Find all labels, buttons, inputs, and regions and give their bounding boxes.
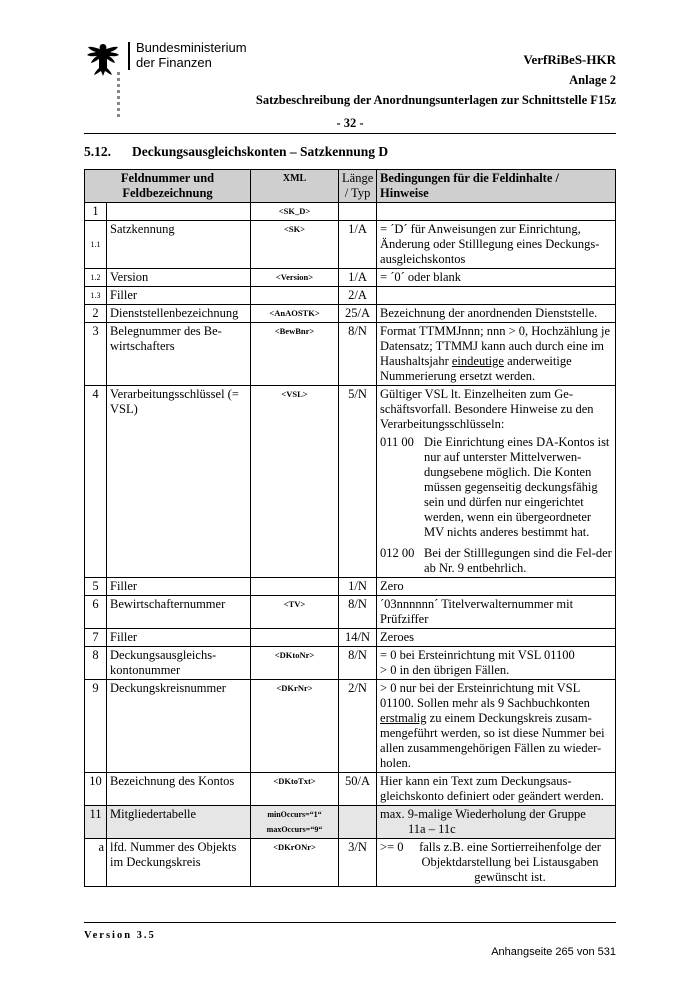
table-row: 5 Filler 1/N Zero [85, 578, 616, 596]
table-row: 9 Deckungskreisnummer <DKrNr> 2/N > 0 nur bei der Ersteinrichtung mit VSL 01100. Sollen mehr als 9 Sachbuchkonten erstmalig zu einem Deckungskreis zusam-mengeführt werden, so ist diese Nummer bei allen zusammengehörigen Fällen zu wieder-holen. [85, 680, 616, 773]
table-row: 3 Belegnummer des Be-wirtschafters <BewBnr> 8/N Format TTMMJnnn; nnn > 0, Hochzählung je Datensatz; TTMMJ kann auch durch eine im Haushaltsjahr eindeutige anderweitige Nummerierung ersetzt werden. [85, 323, 616, 386]
header-rule [84, 133, 616, 134]
table-row: 1.2 Version <Version> 1/A = ´0´ oder blank [85, 269, 616, 287]
footer-rule [84, 922, 616, 923]
table-row: 1 <SK_D> [85, 203, 616, 221]
header-length: Länge / Typ [339, 170, 377, 203]
ministry-logo [84, 40, 247, 80]
header-field: Feldnummer und Feldbezeichnung [85, 170, 251, 203]
section-heading [84, 144, 388, 160]
ministry-name-line1: Bundesministerium [136, 40, 247, 55]
table-row: 4 Verarbeitungsschlüssel (= VSL) <VSL> 5/N Gültiger VSL lt. Einzelheiten zum Ge-schäftsvorfall. Besondere Hinweise zu den Verarbeitungsschlüsseln: 011 00 Die Einrichtung eines DA-Kontos ist nur auf unterster Mittelverwen-dungsebene möglich. Die Konten müssen gegenseitig deckungsfähig sein und dürfen nur eingerichtet werden, wenn ein übergeordneter MV nichts anderes bestimmt hat. 012 00 Bei der Stilllegungen sind die Fel-der ab Nr. 9 entbehrlich. [85, 386, 616, 578]
table-row: 2 Dienststellenbezeichnung <AnAOSTK> 25/A Bezeichnung der anordnenden Dienststelle. [85, 305, 616, 323]
section-number: 5.12. [84, 144, 111, 159]
table-row: 8 Deckungsausgleichs-kontonummer <DKtoNr> 8/N = 0 bei Ersteinrichtung mit VSL 01100 > 0 in den übrigen Fällen. [85, 647, 616, 680]
table-row: 11 Mitgliedertabelle minOccurs=“1“ maxOccurs=“9“ max. 9-malige Wiederholung der Gruppe 11a – 11c [85, 806, 616, 839]
attachment-label: Anlage 2 [569, 73, 616, 87]
doc-subtitle: Satzbeschreibung der Anordnungsunterlagen zur Schnittstelle F15z [255, 93, 616, 107]
footer-version: Version 3.5 [84, 930, 156, 941]
table-row: 6 Bewirtschafternummer <TV> 8/N ´03nnnnnn´ Titelverwalternummer mit Prüfziffer [85, 596, 616, 629]
table-row: a lfd. Nummer des Objekts im Deckungskreis <DKrONr> 3/N >= 0 falls z.B. eine Sortierreihenfolge der Objektdarstellung bei Listausgaben gewünscht ist. [85, 839, 616, 887]
table-row: 10 Bezeichnung des Kontos <DKtoTxt> 50/A Hier kann ein Text zum Deckungsaus-gleichskonto definiert oder geändert werden. [85, 773, 616, 806]
section-title: Deckungsausgleichskonten – Satzkennung D [132, 144, 389, 159]
field-table [84, 169, 616, 887]
table-row: 1.3 Filler 2/A [85, 287, 616, 305]
header-xml: XML [251, 170, 339, 203]
decorative-dashes [117, 72, 120, 120]
header-conditions: Bedingungen für die Feldinhalte / Hinweise [377, 170, 616, 203]
table-row: 7 Filler 14/N Zeroes [85, 629, 616, 647]
logo-divider [128, 42, 130, 70]
page-number: - 32 - [336, 116, 364, 130]
table-header-row [85, 170, 616, 203]
document-header [256, 50, 616, 110]
footer-page-number: Anhangseite 265 von 531 [491, 946, 616, 958]
doc-title: VerfRiBeS-HKR [523, 52, 616, 67]
ministry-name-line2: der Finanzen [136, 55, 212, 70]
table-row: 1.1 Satzkennung <SK> 1/A = ´D´ für Anweisungen zur Einrichtung, Änderung oder Stilllegung eines Deckungs-ausgleichskontos [85, 221, 616, 269]
